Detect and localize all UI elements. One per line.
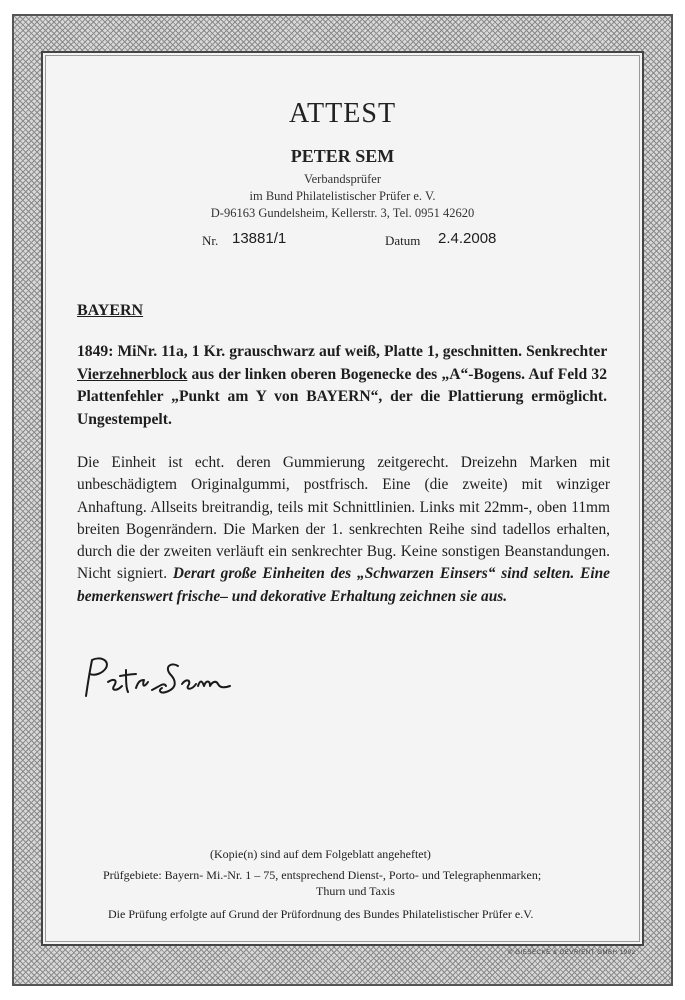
exam-areas-text: Prüfgebiete: Bayern- Mi.-Nr. 1 – 75, entsprechend Dienst-, Porto- und Telegraphenmarken; [103,868,542,882]
certificate-date: 2.4.2008 [438,230,497,247]
description-part-2: aus der linken oberen Bogenecke des „A“-Bogens. Auf Feld 32 Plattenfehler „Punkt am Y von BAYERN“, der die Plattierung ermöglicht. Ungestempelt. [77,365,607,428]
certificate-title: ATTEST [288,98,397,129]
assessment-paragraph [77,452,610,608]
date-label: Datum [385,233,421,248]
description-part-1: 1849: MiNr. 11a, 1 Kr. grauschwarz auf weiß, Platte 1, geschnitten. Senkrechter [77,343,607,360]
examiner-signature [80,652,240,707]
certificate-number: 13881/1 [232,230,287,247]
examiner-role: Verbandsprüfer [303,172,382,186]
examiner-association: im Bund Philatelistischer Prüfer e. V. [249,189,436,203]
examiner-address: D-96163 Gundelsheim, Kellerstr. 3, Tel. 0951 42620 [210,206,475,220]
legal-basis: Die Prüfung erfolgte auf Grund der Prüfordnung des Bundes Philatelistischer Prüfer e.V. [108,907,534,921]
signature-image [80,652,240,702]
assessment-emphasis: Derart große Einheiten des „Schwarzen Einsers“ sind selten. Eine bemerkenswert frische– und dekorative Erhaltung zeichnen sie aus. [77,565,610,605]
section-title: BAYERN [77,302,144,319]
stamp-description [77,341,607,431]
number-label: Nr. [202,233,219,248]
exam-areas-continued: Thurn und Taxis [316,884,395,898]
exam-areas [103,867,608,899]
examiner-name: PETER SEM [290,146,395,166]
copies-note: (Kopie(n) sind auf dem Folgeblatt angeheftet) [210,847,431,861]
printer-mark: © GIESECKE & DEVRIENT GMBH 1992 [508,950,636,956]
assessment-text: Die Einheit ist echt. deren Gummierung zeitgerecht. Dreizehn Marken mit unbeschädigtem Originalgummi, postfrisch. Eine (die zweite) mit winziger Anhaftung. Allseits breitrandig, teils mit Schnittlinien. Links mit 22mm-, oben 11mm breiten Bogenrändern. Die Marken der 1. senkrechten Reihe sind tadellos erhalten, durch die der zweiten verläuft ein senkrechter Bug. Keine sonstigen Beanstandungen. Nicht signiert. [77,454,610,583]
description-underlined: Vierzehnerblock [77,365,188,383]
